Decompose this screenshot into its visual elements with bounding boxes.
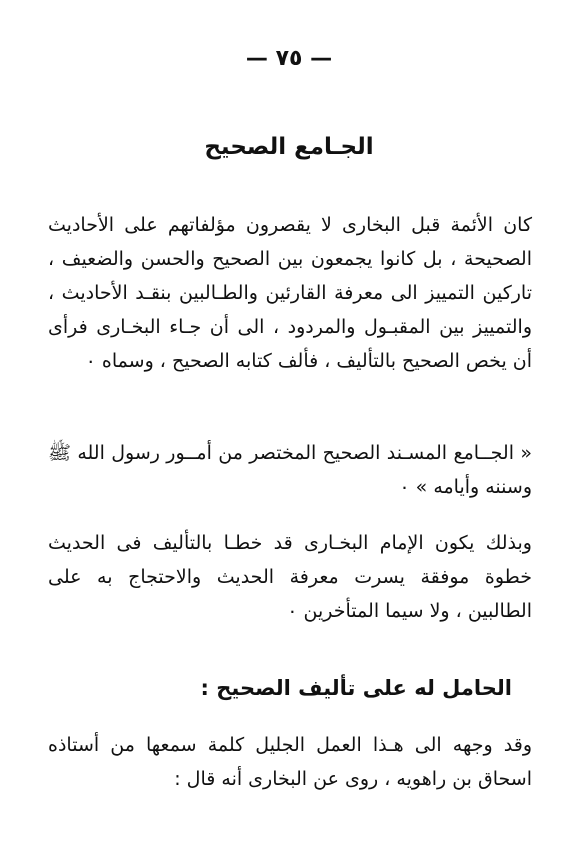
section-title: الجـامع الصحيح bbox=[204, 134, 374, 160]
paragraph-significance: وبذلك يكون الإمام البخـارى قد خطـا بالتأليف فى الحديث خطوة موفقة يسرت معرفة الحديث والاحتجاج به على الطالبين ، ولا سيما المتأخرين ٠ bbox=[48, 532, 532, 622]
paragraph-motivation: وقد وجهه الى هـذا العمل الجليل كلمة سمعها من أستاذه اسحاق بن راهويه ، روى عن البخارى أنه قال : bbox=[48, 734, 532, 790]
page-number: — ٧٥ — bbox=[245, 46, 333, 71]
paragraph-intro: كان الأئمة قبل البخارى لا يقصرون مؤلفاتهم على الأحاديث الصحيحة ، بل كانوا يجمعون بين الصحيح والحسن والضعيف ، تاركين التمييز الى معرفة القارئين والطـالبين بنقـد الأحاديث ، والتمييز بين المقبـول والمردود ، الى أن جـاء البخـارى فرأى أن يخص الصحيح بالتأليف ، فألف كتابه الصحيح ، وسماه ٠ bbox=[48, 214, 532, 372]
paragraph-book-name: « الجــامع المسـند الصحيح المختصر من أمــور رسول الله ﷺ وسننه وأيامه » ٠ bbox=[48, 442, 532, 498]
subheading-motivation: الحامل له على تأليف الصحيح : bbox=[200, 676, 512, 700]
